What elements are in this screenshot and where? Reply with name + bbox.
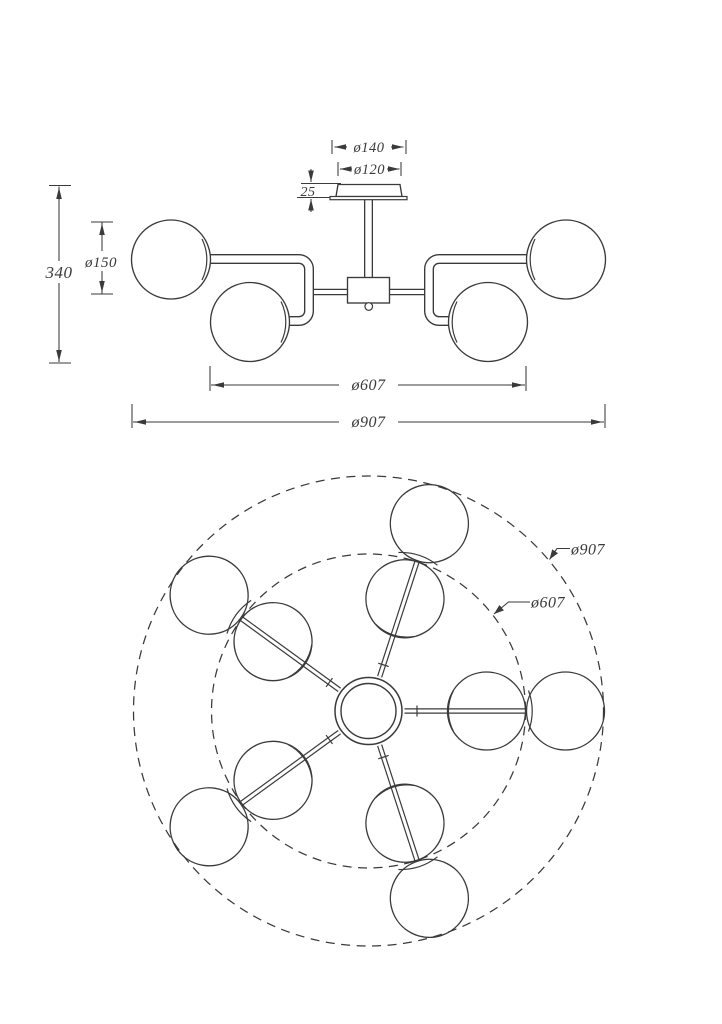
plan-arm [155,701,363,882]
plan-label-607: ø607 [531,594,565,612]
leader-line [550,549,571,560]
fixture-elevation [132,185,606,362]
hub-ring-outer [335,678,402,745]
plan-arm [405,672,605,750]
hub-knob [365,303,373,311]
dimension-total-height [45,186,73,364]
plan-label-907: ø907 [571,541,605,559]
globe-lower-right [449,283,528,362]
canopy-body [336,185,402,197]
dimension-label-607: ø607 [351,377,386,394]
dimension-outer-ring [132,404,605,431]
dimension-canopy-plate [332,140,406,156]
dimension-canopy-body [338,162,401,178]
arm-line-core [380,560,418,677]
outer-globe-outline [155,772,264,881]
outer-globe-outline [380,474,478,572]
outer-globe-outline [380,849,478,947]
plan-fixture [134,474,605,947]
plan-view [134,474,606,947]
outer-globe-cap [224,598,251,633]
canopy-mount-plate [330,197,407,200]
dimension-inner-ring [210,366,526,394]
dimension-canopy-height [297,169,341,212]
leader-line [494,602,530,614]
arm-line-core [240,732,339,804]
dimension-label-340: 340 [45,263,73,282]
arm-line-core [240,618,339,690]
dimension-label-140: ø140 [353,140,385,156]
hub-block [348,278,390,304]
plan-arm [155,541,363,722]
dimension-label-907: ø907 [351,414,386,431]
elevation-view [45,140,606,431]
globe-lower-left [211,283,290,362]
dimension-globe-diameter [84,222,117,294]
leader-inner-circle [494,595,566,615]
outer-globe-outline [527,672,605,750]
dimension-label-25: 25 [300,185,316,200]
globe-upper-right [527,220,606,299]
arm-line-core [380,745,418,862]
dimension-label-150: ø150 [85,255,117,271]
outer-globe-cap [224,788,251,823]
leader-outer-circle [550,542,606,560]
plan-arm [343,733,479,947]
globe-upper-left [132,220,211,299]
plan-arm [343,474,479,688]
dimension-label-120: ø120 [354,162,385,178]
outer-globe-outline [155,541,264,650]
